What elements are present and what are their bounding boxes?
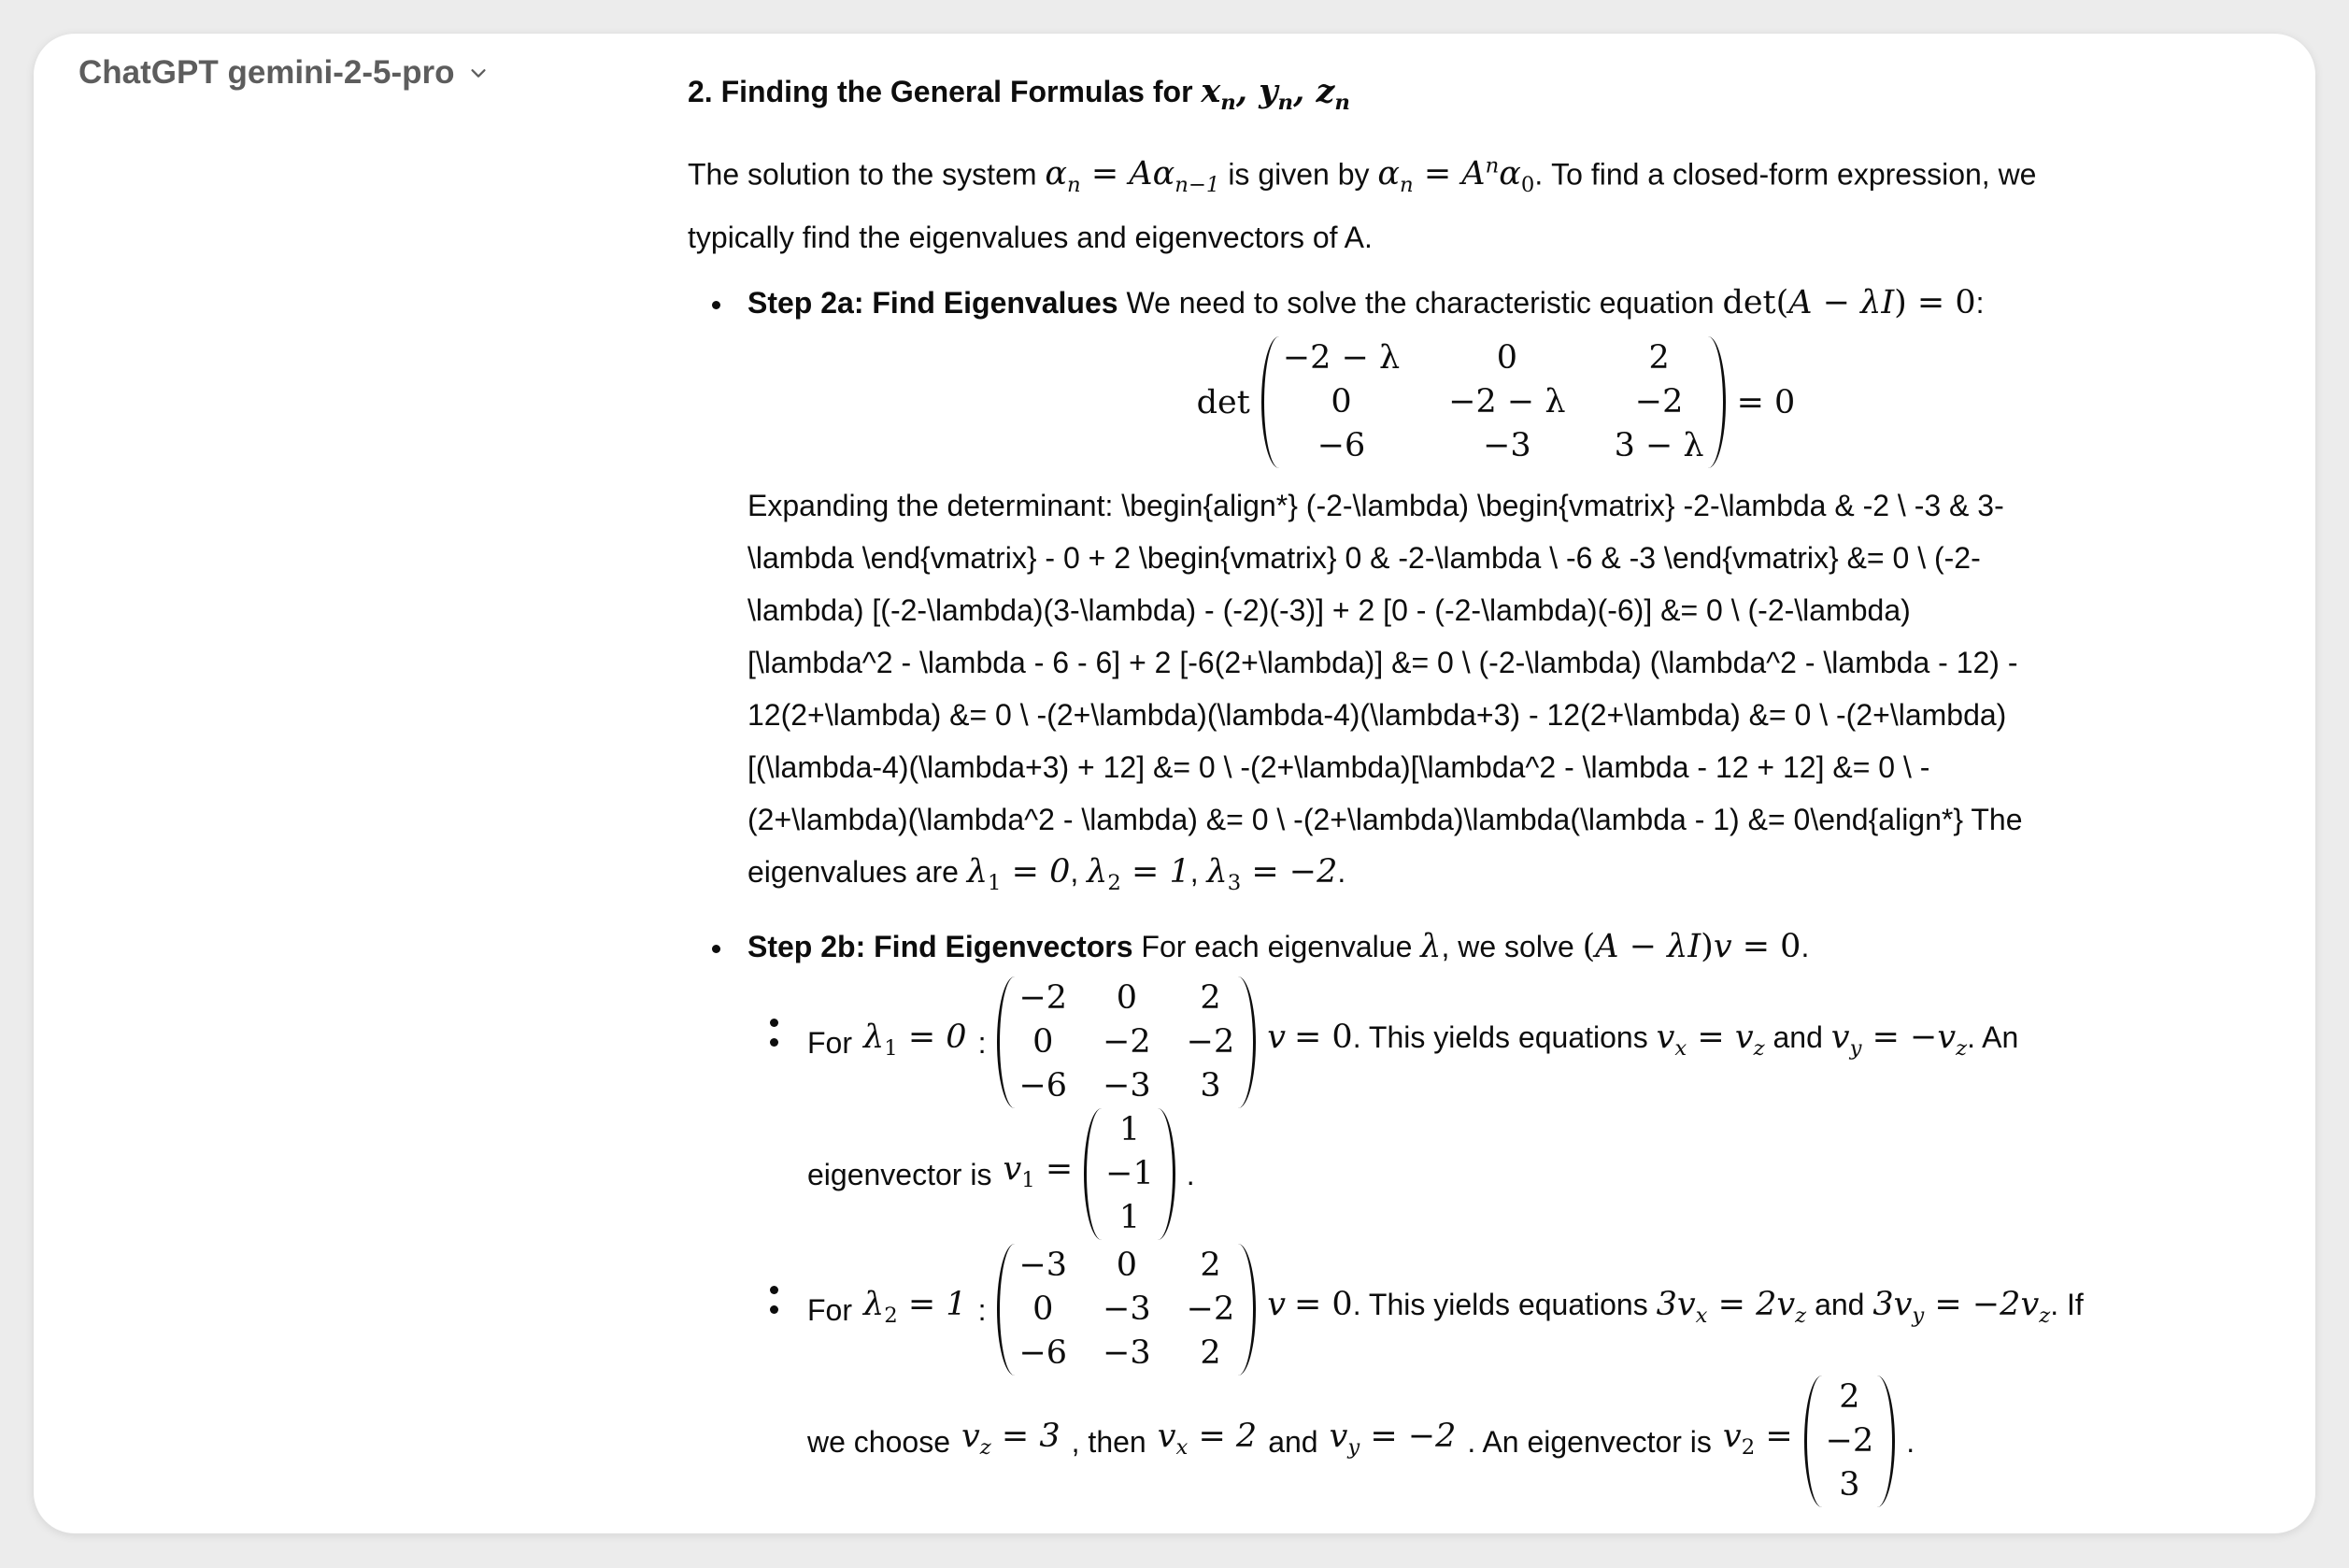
chat-window bbox=[34, 34, 2315, 1533]
intro-paragraph: The solution to the system $\alpha_n = A\alpha_{n-1}$ is given by $\alpha_n = A^n\alpha_0$. To find a closed-form expression, we typically find the eigenvalues and eigenvectors of A. bbox=[688, 153, 2037, 255]
chevron-down-icon bbox=[468, 63, 489, 83]
expansion-text: Expanding the determinant: \begin{align*} (-2-\lambda) \begin{vmatrix} -2-\lambda & -2 \ -3 & 3- \lambda \end{vmatrix} - 0 + 2 \begin{vmatrix} 0 & -2-\lambda \ -6 & -3 \end{vmatrix} &= 0 \ (-2- \lambda) [(-2-\lambda)(3-\lambda) - (-2)(-3)] + 2 [0 - (-2-\lambda)(-6)] &= 0 \ (-2-\lambda) [\lambda^2 - \lambda - 6 - 6] + 2 [-6(2+\lambda)] &= 0 \ (-2-\lambda) (\lambda^2 - \lambda - 12) - 12(2+\lambda) &= 0 \ -(2+\lambda)(\lambda-4)(\lambda+3) - 12(2+\lambda) &= 0 \ -(2+\lambda) [(\lambda-4)(\lambda+3) + 12] &= 0 \ -(2+\lambda)[\lambda^2 - \lambda - 12 + 12] &= 0 \ - (2+\lambda)(\lambda^2 - \lambda) &= 0 \ -(2+\lambda)\lambda(\lambda - 1) &= 0\end{align*} The eigenvalues are $\lambda_1 = 0$, $\lambda_2 = 1$, $\lambda_3 = -2$. bbox=[688, 479, 2145, 909]
case1-matrix: −2 0 2 0 −2 −2 −6 −3 3 bbox=[997, 976, 1256, 1108]
eigenvector-2: 2 −2 3 bbox=[1804, 1376, 1896, 1507]
case2-matrix: −3 0 2 0 −3 −2 −6 −3 2 bbox=[997, 1244, 1256, 1376]
model-name: ChatGPT gemini-2-5-pro bbox=[78, 54, 455, 91]
list-item-case-2: For $\lambda_2 = 1$ : −3 0 2 0 −3 −2 −6 −3 2 v = 0. This yields equations $3v_x = 2v_z$ and $3v_y = -2v_z$. If bbox=[688, 1244, 2145, 1376]
list-item-case-1: For $\lambda_1 = 0$ : −2 0 2 0 −2 −2 −6 −3 3 v = 0. This yields equations $v_x = v_z$ and $v_y = -v_z$. An bbox=[688, 976, 2145, 1108]
eigenvector-1: 1 −1 1 bbox=[1084, 1108, 1175, 1240]
section-heading: 2. Finding the General Formulas for $x_n$, $y_n$, $z_n$ bbox=[688, 72, 1350, 115]
list-item-step-2a: Step 2a: Find Eigenvalues We need to solve the characteristic equation det(A − λI) = 0: bbox=[688, 277, 2145, 329]
case1-eigenvector-line: eigenvector is $v_1$ = 1 −1 1 . bbox=[688, 1108, 2145, 1240]
title-math: $x_n$, $y_n$, $z_n$ bbox=[1201, 72, 1350, 115]
assistant-message bbox=[688, 64, 2145, 1507]
characteristic-determinant: det −2 − λ 0 2 0 −2 − λ −2 −6 −3 3 − λ = 0 bbox=[847, 336, 2145, 468]
list-item-step-2b: Step 2b: Find Eigenvectors For each eigenvalue λ, we solve (A − λI)v = 0. bbox=[688, 920, 2145, 973]
steps-list-2 bbox=[688, 920, 2145, 973]
char-matrix: −2 − λ 0 2 0 −2 − λ −2 −6 −3 3 − λ bbox=[1261, 336, 1726, 468]
eigenvalues-line: eigenvalues are $\lambda_1 = 0$, $\lambda_2 = 1$, $\lambda_3 = -2$. bbox=[747, 853, 1346, 896]
steps-list bbox=[688, 277, 2145, 329]
model-selector[interactable] bbox=[78, 54, 489, 92]
case2-eigenvector-line: we choose $v_z = 3$ , then $v_x = 2$ and $v_y = -2$ . An eigenvector is $v_2$ = 2 −2 3 . bbox=[688, 1376, 2145, 1507]
